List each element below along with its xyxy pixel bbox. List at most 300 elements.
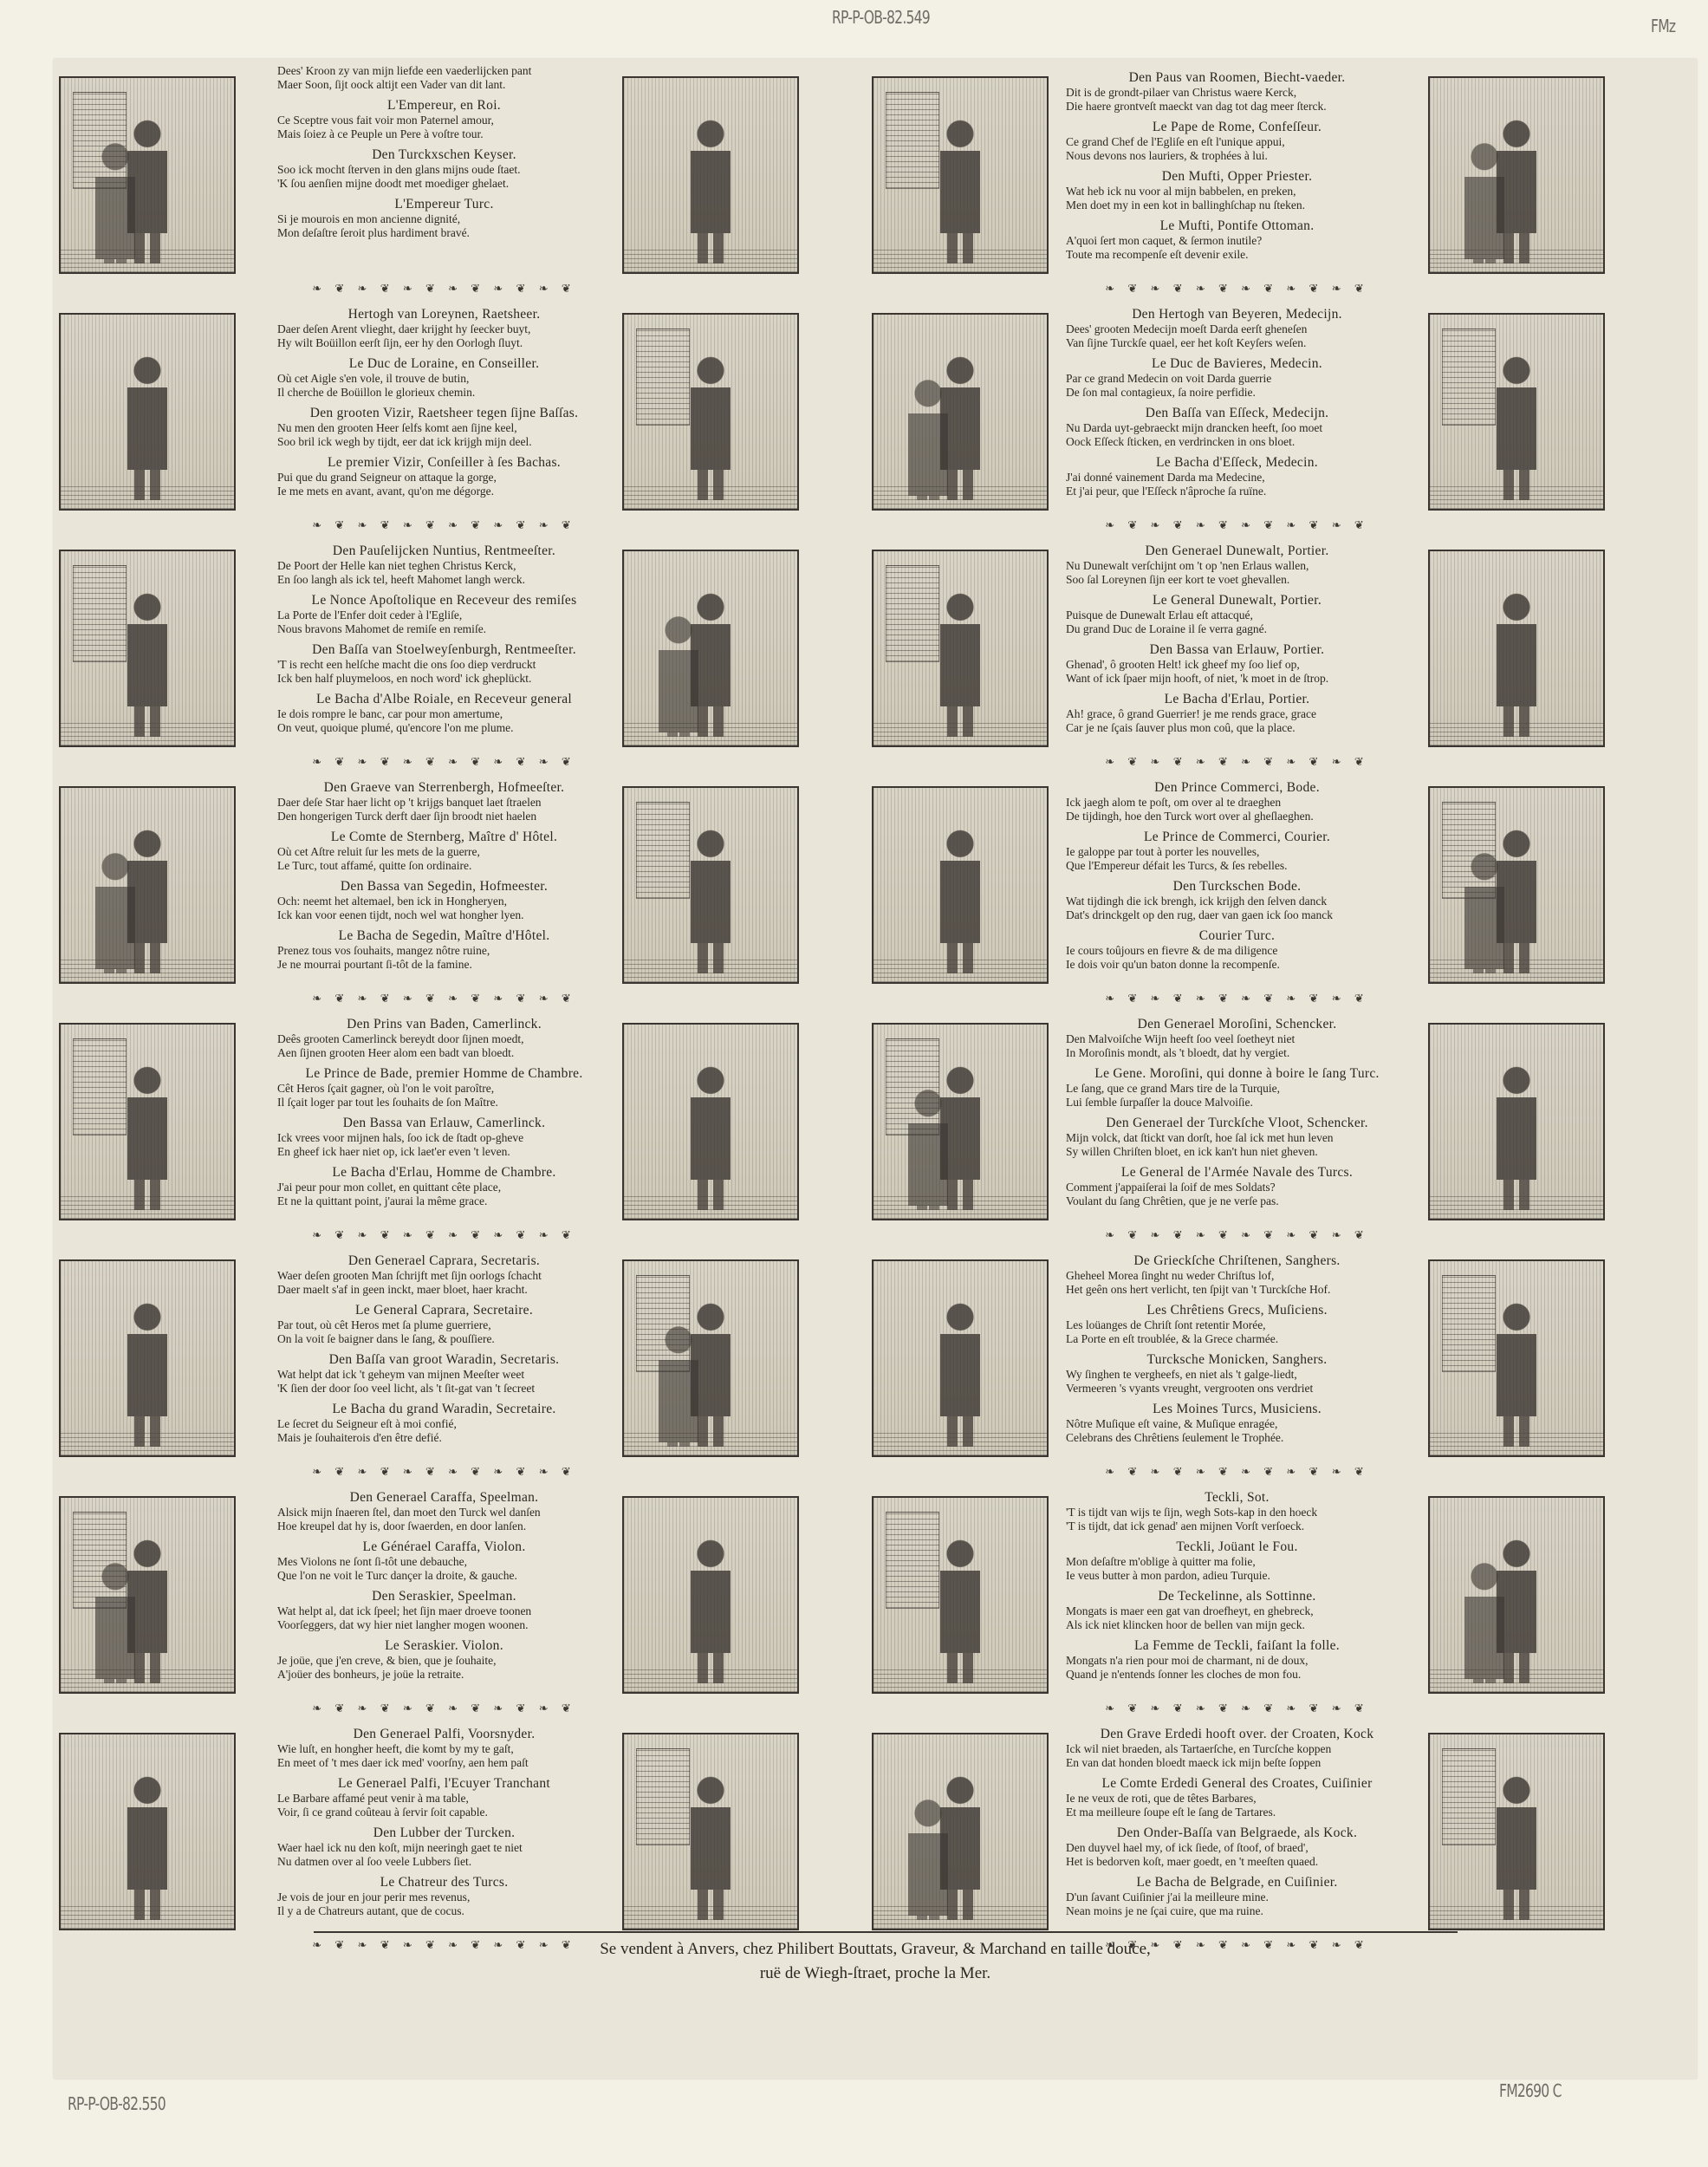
engraving-left <box>59 76 236 274</box>
verse-block <box>277 1637 611 1682</box>
left-column-verse-panel <box>277 64 611 296</box>
verse-heading: Le Prince de Bade, premier Homme de Chambre. <box>305 1066 583 1081</box>
verse-line: En meet of 't mes daer ick med' voorſny, aen hem paſt <box>277 1756 529 1769</box>
verse-line: La Porte en eſt troublée, & la Grece charmée. <box>1066 1332 1279 1345</box>
verse-block <box>277 1016 611 1060</box>
verse-line: 'K ſien der door ſoo veel licht, als 't ſit-gat van 't ſecreet <box>277 1382 536 1395</box>
verse-line: Wie luſt, en hongher heeft, die komt by my te gaſt, <box>277 1742 514 1755</box>
verse-line: Deês grooten Camerlinck bereydt door ſijnen moedt, <box>277 1032 524 1045</box>
verse-line: Nu men den grooten Heer ſelfs komt aen ſijne keel, <box>277 421 517 434</box>
verse-line: Hoe kreupel dat hy is, door ſwaerden, en door lanſen. <box>277 1520 527 1533</box>
verse-line: Cêt Heros ſçait gagner, où l'on le voit paroître, <box>277 1082 495 1095</box>
verse-heading: Le General de l'Armée Navale des Turcs. <box>1120 1165 1354 1180</box>
verse-line: Het geên ons hert verlicht, ten ſpijt van 't Turckſche Hof. <box>1066 1283 1331 1296</box>
verse-heading: Den Bassa van Segedin, Hofmeester. <box>340 879 549 894</box>
verse-line: De tijdingh, hoe den Turck wort over al gheſlaeghen. <box>1066 810 1314 823</box>
verse-line: Ie me mets en avant, avant, qu'on me dégorge. <box>277 485 494 498</box>
verse-line: Waer deſen grooten Man ſchrijft met ſijn oorlogs ſchacht <box>277 1269 542 1282</box>
verse-line: Och: neemt het altemael, ben ick in Hongheryen, <box>277 895 508 908</box>
engraving-scene <box>61 1734 234 1929</box>
verse-heading: Courier Turc. <box>1198 928 1276 943</box>
ornament-divider: ❧ ❦ ❧ ❦ ❧ ❦ ❧ ❦ ❧ ❦ ❧ ❦ <box>312 518 576 530</box>
verse-line: Je vois de jour en jour perir mes revenus, <box>277 1890 471 1903</box>
verse-block <box>1066 592 1408 636</box>
verse-heading: Hertogh van Loreynen, Raetsheer. <box>347 307 541 322</box>
verse-line: Pui que du grand Seigneur on attaque la gorge, <box>277 471 497 484</box>
engraving-scene <box>624 1261 797 1455</box>
verse-block <box>1066 1351 1408 1396</box>
verse-heading: Le Nonce Apoſtolique en Receveur des remiſes <box>311 593 577 608</box>
verse-line: Waer hael ick nu den koſt, mijn neeringh gaet te niet <box>277 1841 523 1854</box>
verse-line: Dit is de grondt-pilaer van Christus waere Kerck, <box>1066 86 1297 99</box>
ornament-divider: ❧ ❦ ❧ ❦ ❧ ❦ ❧ ❦ ❧ ❦ ❧ ❦ <box>1105 1702 1369 1714</box>
verse-heading: Le Générael Caraffa, Violon. <box>362 1539 526 1554</box>
verse-line: La Porte de l'Enfer doit ceder à l'Egliſe, <box>277 608 463 621</box>
verse-heading: Den Generael Caraffa, Speelman. <box>349 1490 539 1505</box>
verse-line: 'T is tijdt van wijs te ſijn, wegh Sots-kap in den hoeck <box>1066 1506 1318 1519</box>
verse-heading: Den Bassa van Erlauw, Camerlinck. <box>342 1116 546 1130</box>
verse-line: Wat helpt al, dat ick ſpeel; het ſijn maer droeve toonen <box>277 1604 532 1617</box>
engraving-left <box>59 550 236 747</box>
engraving-scene <box>624 1025 797 1219</box>
engraving-scene <box>61 551 234 745</box>
verse-line: A'quoi ſert mon caquet, & ſermon inutile? <box>1066 234 1263 247</box>
verse-line: Ie ne veux de roti, que de têtes Barbares, <box>1066 1792 1257 1805</box>
verse-line: Ick vrees voor mijnen hals, ſoo ick de ſtadt op-gheve <box>277 1131 524 1144</box>
verse-heading: Le Bacha du grand Waradin, Secretaire. <box>332 1402 556 1416</box>
verse-line: Il y a de Chatreurs autant, que de cocus. <box>277 1904 464 1917</box>
engraving-scene <box>624 1498 797 1692</box>
verse-block <box>1066 1016 1408 1060</box>
verse-heading: Les Chrêtiens Grecs, Muſiciens. <box>1146 1303 1328 1318</box>
verse-line: Dees' grooten Medecijn moeſt Darda eerſt gheneſen <box>1066 322 1308 335</box>
engraving-center-left <box>622 550 799 747</box>
engraving-left <box>59 1733 236 1930</box>
engraving-scene <box>1430 551 1603 745</box>
verse-heading: Den Baſſa van Stoelweyſenburgh, Rentmeeſter. <box>312 642 576 657</box>
verse-heading: Den Turckxschen Keyser. <box>372 147 516 162</box>
verse-heading: Le Bacha d'Albe Roiale, en Receveur general <box>316 692 572 706</box>
verse-line: Toute ma recompenſe eſt devenir exile. <box>1066 248 1249 261</box>
verse-block <box>1066 306 1408 350</box>
verse-line: J'ai peur pour mon collet, en quittant cête place, <box>277 1181 502 1194</box>
verse-block <box>1066 1401 1408 1445</box>
verse-line: Dat's drinckgelt op den rug, daer van gaen ick ſoo manck <box>1066 908 1333 921</box>
figure-silhouette <box>930 116 990 264</box>
verse-block <box>1066 1164 1408 1208</box>
engraving-right <box>1428 76 1605 274</box>
verse-heading: Den Onder-Baſſa van Belgraede, als Kock. <box>1116 1825 1358 1840</box>
engraving-scene <box>873 551 1047 745</box>
verse-line: Wat helpt dat ick 't geheym van mijnen Meeſter weet <box>277 1368 525 1381</box>
verse-heading: Den Prince Commerci, Bode. <box>1154 780 1320 795</box>
engraving-center-left <box>622 1733 799 1930</box>
right-column-verse-panel <box>1066 1721 1408 1953</box>
engraving-center-right <box>872 76 1049 274</box>
verse-heading: Le Gene. Moroſini, qui donne à boire le ſang Turc. <box>1094 1066 1380 1081</box>
verse-line: Daer deſe Star haer licht op 't krijgs banquet laet ſtraelen <box>277 796 542 809</box>
figure-silhouette <box>654 1325 703 1447</box>
verse-block <box>1066 1539 1408 1583</box>
verse-line: Soo ſal Loreynen ſijn eer kort te voet ghevallen. <box>1066 573 1290 586</box>
engraving-left <box>59 1496 236 1694</box>
verse-heading: Den Turckschen Bode. <box>1172 879 1302 894</box>
engraving-scene <box>1430 315 1603 509</box>
engraving-center-right <box>872 786 1049 984</box>
verse-block <box>1066 1825 1408 1869</box>
engraving-center-left <box>622 1496 799 1694</box>
verse-line: Voulant du ſang Chrêtien, que je ne verſe pas. <box>1066 1194 1279 1207</box>
engraving-left <box>59 1023 236 1220</box>
verse-line: Mon deſaſtre m'oblige à quitter ma folie, <box>1066 1555 1256 1568</box>
verse-block <box>277 543 611 587</box>
verse-line: Hy wilt Boüillon eerſt ſijn, eer hy den Oorlogh ſluyt. <box>277 336 523 349</box>
verse-heading: Den Mufti, Opper Priester. <box>1161 169 1313 184</box>
engraving-scene <box>1430 78 1603 272</box>
verse-heading: Teckli, Joüant le Fou. <box>1176 1539 1298 1554</box>
ornament-divider: ❧ ❦ ❧ ❦ ❧ ❦ ❧ ❦ ❧ ❦ ❧ ❦ <box>312 1938 576 1950</box>
verse-line: Den Malvoiſche Wijn heeft ſoo veel ſoetheyt niet <box>1066 1032 1296 1045</box>
engraving-scene <box>61 1261 234 1455</box>
verse-line: Je ne mourrai pourtant ſi-tôt de la famine. <box>277 958 472 971</box>
engraving-scene <box>873 1261 1047 1455</box>
right-column-verse-panel <box>1066 774 1408 1006</box>
engraving-right <box>1428 550 1605 747</box>
verse-line: 'T is recht een helſche macht die ons ſoo diep verdruckt <box>277 658 536 671</box>
verse-heading: Le Duc de Bavieres, Medecin. <box>1152 356 1322 371</box>
figure-silhouette <box>91 1562 140 1683</box>
verse-line: Vermeeren 's vyants vreught, vergrooten ons verdriet <box>1066 1382 1314 1395</box>
figure-silhouette <box>117 1773 178 1920</box>
right-column-verse-panel <box>1066 301 1408 533</box>
verse-block <box>1066 1775 1408 1819</box>
verse-line: Daer maelt s'af in geen inckt, maer bloet, haer kracht. <box>277 1283 528 1296</box>
engraving-scene <box>1430 1025 1603 1219</box>
verse-line: Que l'on ne voit le Turc dançer la droite, & gauche. <box>277 1569 517 1582</box>
verse-line: Nous bravons Mahomet de remiſe en remiſe. <box>277 622 487 635</box>
verse-block <box>1066 1065 1408 1110</box>
ornament-divider: ❧ ❦ ❧ ❦ ❧ ❦ ❧ ❦ ❧ ❦ ❧ ❦ <box>312 755 576 767</box>
verse-heading: Le Duc de Loraine, en Conseiller. <box>348 356 540 371</box>
verse-line: Quand je n'entends ſonner les cloches de mon fou. <box>1066 1668 1302 1681</box>
engraving-scene <box>1430 1498 1603 1692</box>
verse-line: Le ſecret du Seigneur eſt à moi confié, <box>277 1417 457 1430</box>
verse-heading: Den Generael Moroſini, Schencker. <box>1137 1017 1337 1031</box>
verse-heading: Den Paus van Roomen, Biecht-vaeder. <box>1128 70 1346 85</box>
figure-silhouette <box>904 1089 952 1210</box>
verse-line: Que l'Empereur défait les Turcs, & ſes rebelles. <box>1066 859 1288 872</box>
right-column-verse-panel <box>1066 537 1408 770</box>
figure-silhouette <box>117 1063 178 1210</box>
verse-heading: Den Bassa van Erlauw, Portier. <box>1149 642 1325 657</box>
verse-line: Nu Dunewalt verſchijnt om 't op 'nen Erlaus wallen, <box>1066 559 1309 572</box>
engraving-center-left <box>622 313 799 511</box>
verse-line: Ie dois voir qu'un baton donne la recompenſe. <box>1066 958 1280 971</box>
engraving-scene <box>873 1025 1047 1219</box>
verse-block <box>277 1874 611 1918</box>
verse-line: Le Turc, tout affamé, quitte ſon ordinaire. <box>277 859 472 872</box>
verse-heading: Den Pauſelijcken Nuntius, Rentmeeſter. <box>332 543 556 558</box>
engraving-scene <box>873 315 1047 509</box>
verse-line: Comment j'appaiſerai la ſoif de mes Soldats? <box>1066 1181 1276 1194</box>
verse-line: Soo bril ick wegh by tijdt, eer dat ick krijgh mijn deel. <box>277 435 532 448</box>
verse-block <box>277 1351 611 1396</box>
verse-heading: Le Bacha d'Erlau, Portier. <box>1164 692 1310 706</box>
verse-line: 'K ſou aenſien mijne doodt met moediger ghelaet. <box>277 177 510 190</box>
ornament-divider: ❧ ❦ ❧ ❦ ❧ ❦ ❧ ❦ ❧ ❦ ❧ ❦ <box>1105 1228 1369 1240</box>
engraving-right <box>1428 1496 1605 1694</box>
engraving-right <box>1428 786 1605 984</box>
ornament-divider: ❧ ❦ ❧ ❦ ❧ ❦ ❧ ❦ ❧ ❦ ❧ ❦ <box>1105 992 1369 1004</box>
ornament-divider: ❧ ❦ ❧ ❦ ❧ ❦ ❧ ❦ ❧ ❦ ❧ ❦ <box>312 1228 576 1240</box>
figure-silhouette <box>1486 589 1547 737</box>
verse-block <box>277 927 611 972</box>
verse-line: Le Barbare affamé peut venir à ma table, <box>277 1792 469 1805</box>
verse-block <box>277 1302 611 1346</box>
verse-block <box>1066 543 1408 587</box>
verse-block <box>1066 691 1408 735</box>
verse-heading: Den Seraskier, Speelman. <box>372 1589 516 1604</box>
verse-line: En gheef ick haer niet op, ick laet'er even 't leven. <box>277 1145 510 1158</box>
verse-line: Mais ſoiez à ce Peuple un Pere à voſtre tour. <box>277 127 484 140</box>
verse-line: Prenez tous vos ſouhaits, mangez nôtre ruine, <box>277 944 490 957</box>
verse-line: Nu Darda uyt-gebraeckt mijn drancken heeft, ſoo moet <box>1066 421 1323 434</box>
figure-silhouette <box>1460 1562 1509 1683</box>
engraving-scene <box>61 315 234 509</box>
verse-line: Ah! grace, ô grand Guerrier! je me rends grace, grace <box>1066 707 1316 720</box>
ornament-divider: ❧ ❦ ❧ ❦ ❧ ❦ ❧ ❦ ❧ ❦ ❧ ❦ <box>312 992 576 1004</box>
verse-line: Ick kan voor eenen tijdt, noch wel wat hongher lyen. <box>277 908 524 921</box>
figure-silhouette <box>904 1799 952 1920</box>
verse-line: Si je mourois en mon ancienne dignité, <box>277 212 461 225</box>
verse-line: A'joüer des bonheurs, je joüe la retraite. <box>277 1668 464 1681</box>
inventory-note-bottom-right: FM2690 C <box>1499 2080 1562 2101</box>
engraving-scene <box>624 788 797 982</box>
engraving-center-right <box>872 1496 1049 1694</box>
verse-line: Dees' Kroon zy van mijn liefde een vaederlijcken pant <box>277 64 532 77</box>
engraving-right <box>1428 313 1605 511</box>
verse-line: Ie dois rompre le banc, car pour mon amertume, <box>277 707 503 720</box>
engraving-scene <box>624 551 797 745</box>
ornament-divider: ❧ ❦ ❧ ❦ ❧ ❦ ❧ ❦ ❧ ❦ ❧ ❦ <box>1105 1938 1369 1950</box>
verse-line: Par ce grand Medecin on voit Darda guerrie <box>1066 372 1272 385</box>
verse-line: Mon deſaſtre ſeroit plus hardiment bravé. <box>277 226 470 239</box>
ornament-divider: ❧ ❦ ❧ ❦ ❧ ❦ ❧ ❦ ❧ ❦ ❧ ❦ <box>312 1702 576 1714</box>
verse-line: Du grand Duc de Loraine il ſe verra gagné. <box>1066 622 1268 635</box>
verse-block <box>277 64 611 92</box>
engraving-right <box>1428 1023 1605 1220</box>
verse-block <box>1066 69 1408 114</box>
verse-line: Nean moins je ne ſçai cuire, que ma ruine. <box>1066 1904 1263 1917</box>
verse-line: Alsick mijn ſnaeren ſtel, dan moet den Turck wel danſen <box>277 1506 541 1519</box>
verse-heading: Le Bacha d'Erlau, Homme de Chambre. <box>332 1165 556 1180</box>
verse-block <box>1066 1253 1408 1297</box>
verse-heading: Den Generael Dunewalt, Portier. <box>1145 543 1329 558</box>
verse-line: Il cherche de Boüillon le glorieux chemin. <box>277 386 476 399</box>
verse-line: Aen ſijnen grooten Heer alom een badt van bloedt. <box>277 1046 515 1059</box>
engraving-center-right <box>872 1259 1049 1457</box>
verse-heading: Le Chatreur des Turcs. <box>380 1875 509 1890</box>
engraving-center-right <box>872 550 1049 747</box>
verse-line: Gheheel Morea ſinght nu weder Chriſtus lof, <box>1066 1269 1275 1282</box>
verse-line: De ſon mal contagieux, ſa noire perfidie. <box>1066 386 1256 399</box>
verse-heading: Le Seraskier. Violon. <box>385 1638 503 1653</box>
verse-block <box>277 1115 611 1159</box>
figure-silhouette <box>680 1536 741 1683</box>
verse-block <box>277 454 611 498</box>
verse-block <box>277 146 611 191</box>
verse-block <box>277 1401 611 1445</box>
right-column-verse-panel <box>1066 1011 1408 1243</box>
ornament-divider: ❧ ❦ ❧ ❦ ❧ ❦ ❧ ❦ ❧ ❦ ❧ ❦ <box>1105 755 1369 767</box>
verse-block <box>1066 119 1408 163</box>
verse-line: Ick wil niet braeden, als Tartaerſche, en Turcſche koppen <box>1066 1742 1332 1755</box>
verse-line: Mongats is maer een gat van droefheyt, en ghebreck, <box>1066 1604 1314 1617</box>
verse-block <box>277 405 611 449</box>
engraving-scene <box>61 78 234 272</box>
verse-block <box>277 355 611 400</box>
engraving-scene <box>1430 1261 1603 1455</box>
engraving-scene <box>624 1734 797 1929</box>
engraving-scene <box>873 1498 1047 1692</box>
verse-line: Ick jaegh alom te poſt, om over al te draeghen <box>1066 796 1282 809</box>
verse-line: Je joüe, que j'en creve, & bien, que je ſouhaite, <box>277 1654 497 1667</box>
verse-line: De Poort der Helle kan niet teghen Christus Kerck, <box>277 559 516 572</box>
verse-block <box>277 1253 611 1297</box>
engraving-scene <box>624 78 797 272</box>
verse-heading: Den Grave Erdedi hooft over. der Croaten, Kock <box>1100 1727 1374 1741</box>
verse-line: Nu datmen over al ſoo veele Lubbers ſiet. <box>277 1855 472 1868</box>
figure-silhouette <box>930 1299 990 1447</box>
figure-silhouette <box>1486 353 1547 500</box>
figure-silhouette <box>930 1536 990 1683</box>
verse-block <box>277 1164 611 1208</box>
verse-heading: Les Moines Turcs, Musiciens. <box>1153 1402 1322 1416</box>
engraving-center-left <box>622 1259 799 1457</box>
verse-heading: Den Generael Palfi, Voorsnyder. <box>353 1727 536 1741</box>
figure-silhouette <box>654 615 703 737</box>
engraving-scene <box>873 788 1047 982</box>
figure-silhouette <box>680 1063 741 1210</box>
verse-line: Le ſang, que ce grand Mars tire de la Turquie, <box>1066 1082 1281 1095</box>
verse-line: Ie cours toûjours en fievre & de ma diligence <box>1066 944 1278 957</box>
verse-heading: Den Graeve van Sterrenbergh, Hofmeeſter. <box>323 780 565 795</box>
figure-silhouette <box>117 353 178 500</box>
verse-block <box>277 1825 611 1869</box>
plate-border-line <box>314 1931 1458 1933</box>
verse-line: Soo ick mocht ſterven in den glans mijns oude ſtaet. <box>277 163 521 176</box>
verse-line: Wat tijdingh die ick brengh, ick krijgh den ſelven danck <box>1066 895 1328 908</box>
engraving-center-right <box>872 1733 1049 1930</box>
verse-block <box>1066 168 1408 212</box>
verse-heading: Teckli, Sot. <box>1205 1490 1270 1505</box>
verse-line: D'un ſavant Cuiſinier j'ai la meilleure mine. <box>1066 1890 1269 1903</box>
verse-heading: L'Empereur, en Roi. <box>387 98 501 113</box>
figure-silhouette <box>1486 1063 1547 1210</box>
figure-silhouette <box>680 353 741 500</box>
verse-line: Wy ſinghen te vergheefs, en niet als 't galge-liedt, <box>1066 1368 1297 1381</box>
verse-block <box>1066 1489 1408 1533</box>
engraving-left <box>59 1259 236 1457</box>
ornament-divider: ❧ ❦ ❧ ❦ ❧ ❦ ❧ ❦ ❧ ❦ ❧ ❦ <box>1105 282 1369 294</box>
verse-block <box>1066 641 1408 686</box>
verse-block <box>277 97 611 141</box>
right-column-verse-panel <box>1066 1247 1408 1480</box>
engraving-right <box>1428 1733 1605 1930</box>
left-column-verse-panel <box>277 301 611 533</box>
verse-line: Den hongerigen Turck derft daer ſijn broodt niet haelen <box>277 810 537 823</box>
verse-line: In Moroſinis mondt, als 't bloedt, dat hy vergiet. <box>1066 1046 1290 1059</box>
verse-heading: De Grieckſche Chriſtenen, Sanghers. <box>1133 1253 1341 1268</box>
figure-silhouette <box>1486 1773 1547 1920</box>
verse-heading: Le General Dunewalt, Portier. <box>1152 593 1322 608</box>
engraving-left <box>59 786 236 984</box>
verse-block <box>277 1065 611 1110</box>
figure-silhouette <box>680 826 741 973</box>
verse-line: Van ſijne Turckſe quael, eer het koſt Keyſers weſen. <box>1066 336 1307 349</box>
verse-line: Mes Violons ne ſont ſi-tôt une debauche, <box>277 1555 468 1568</box>
figure-silhouette <box>117 589 178 737</box>
verse-line: Par tout, où cêt Heros met ſa plume guerriere, <box>277 1318 491 1331</box>
verse-line: Die haere grontveſt maeckt van dag tot dag meer ſterck. <box>1066 100 1327 113</box>
verse-block <box>1066 927 1408 972</box>
inventory-note-top-right: FMz <box>1651 16 1676 36</box>
verse-block <box>1066 878 1408 922</box>
verse-heading: Le Bacha d'Eſſeck, Medecin. <box>1156 455 1318 470</box>
verse-line: Nôtre Muſique eſt vaine, & Muſique enragée, <box>1066 1417 1278 1430</box>
verse-line: Puisque de Dunewalt Erlau eſt attacqué, <box>1066 608 1253 621</box>
verse-heading: Le premier Vizir, Conſeiller à ſes Bachas. <box>327 455 561 470</box>
ornament-divider: ❧ ❦ ❧ ❦ ❧ ❦ ❧ ❦ ❧ ❦ ❧ ❦ <box>312 1465 576 1477</box>
inventory-note-bottom: RP-P-OB-82.550 <box>68 2093 166 2114</box>
verse-line: Ce Sceptre vous fait voir mon Paternel amour, <box>277 114 494 127</box>
verse-line: Oock Eſſeck ſticken, en verdrincken in ons bloet. <box>1066 435 1296 448</box>
verse-heading: Le Bacha de Belgrade, en Cuiſinier. <box>1136 1875 1338 1890</box>
verse-line: 'T is tijdt, dat ick genad' aen mijnen Vorſt verſoeck. <box>1066 1520 1305 1533</box>
verse-line: Où cet Aigle s'en vole, il trouve de butin, <box>277 372 470 385</box>
verse-heading: Den Lubber der Turcken. <box>373 1825 516 1840</box>
verse-line: Ick ben half pluymeloos, en noch word' ick gheplückt. <box>277 672 532 685</box>
verse-heading: Den Generael Caprara, Secretaris. <box>347 1253 541 1268</box>
verse-line: Men doet my in een kot in ballinghſchap nu ſteken. <box>1066 198 1305 211</box>
verse-heading: Le Comte de Sternberg, Maître d' Hôtel. <box>330 830 558 844</box>
verse-block <box>1066 829 1408 873</box>
verse-line: Voorſeggers, dat wy hier niet langher mogen woonen. <box>277 1618 529 1631</box>
verse-line: Lui ſemble ſurpaſſer la douce Malvoiſie. <box>1066 1096 1253 1109</box>
engraving-left <box>59 313 236 511</box>
inventory-note-top: RP-P-OB-82.549 <box>832 7 930 28</box>
figure-silhouette <box>1460 852 1509 973</box>
verse-line: Car je ne ſçais ſauver plus mon coû, que la place. <box>1066 721 1296 734</box>
verse-block <box>1066 405 1408 449</box>
engraving-center-left <box>622 1023 799 1220</box>
verse-block <box>277 196 611 240</box>
verse-heading: Den Hertogh van Beyeren, Medecijn. <box>1132 307 1342 322</box>
engraving-center-left <box>622 76 799 274</box>
engraving-scene <box>1430 788 1603 982</box>
figure-silhouette <box>930 589 990 737</box>
engraving-right <box>1428 1259 1605 1457</box>
verse-block <box>277 641 611 686</box>
verse-heading: Le Pape de Rome, Confeſſeur. <box>1152 120 1322 134</box>
verse-heading: Den Baſſa van groot Waradin, Secretaris. <box>328 1352 560 1367</box>
engraving-scene <box>1430 1734 1603 1929</box>
verse-line: Want of ick ſpaer mijn hooft, of niet, 'k moet in de ſtrop. <box>1066 672 1329 685</box>
verse-line: Ie veus butter à mon pardon, adieu Turquie. <box>1066 1569 1270 1582</box>
verse-block <box>1066 454 1408 498</box>
verse-heading: Le Generael Palfi, l'Ecuyer Tranchant <box>337 1776 550 1791</box>
engraving-scene <box>61 1025 234 1219</box>
